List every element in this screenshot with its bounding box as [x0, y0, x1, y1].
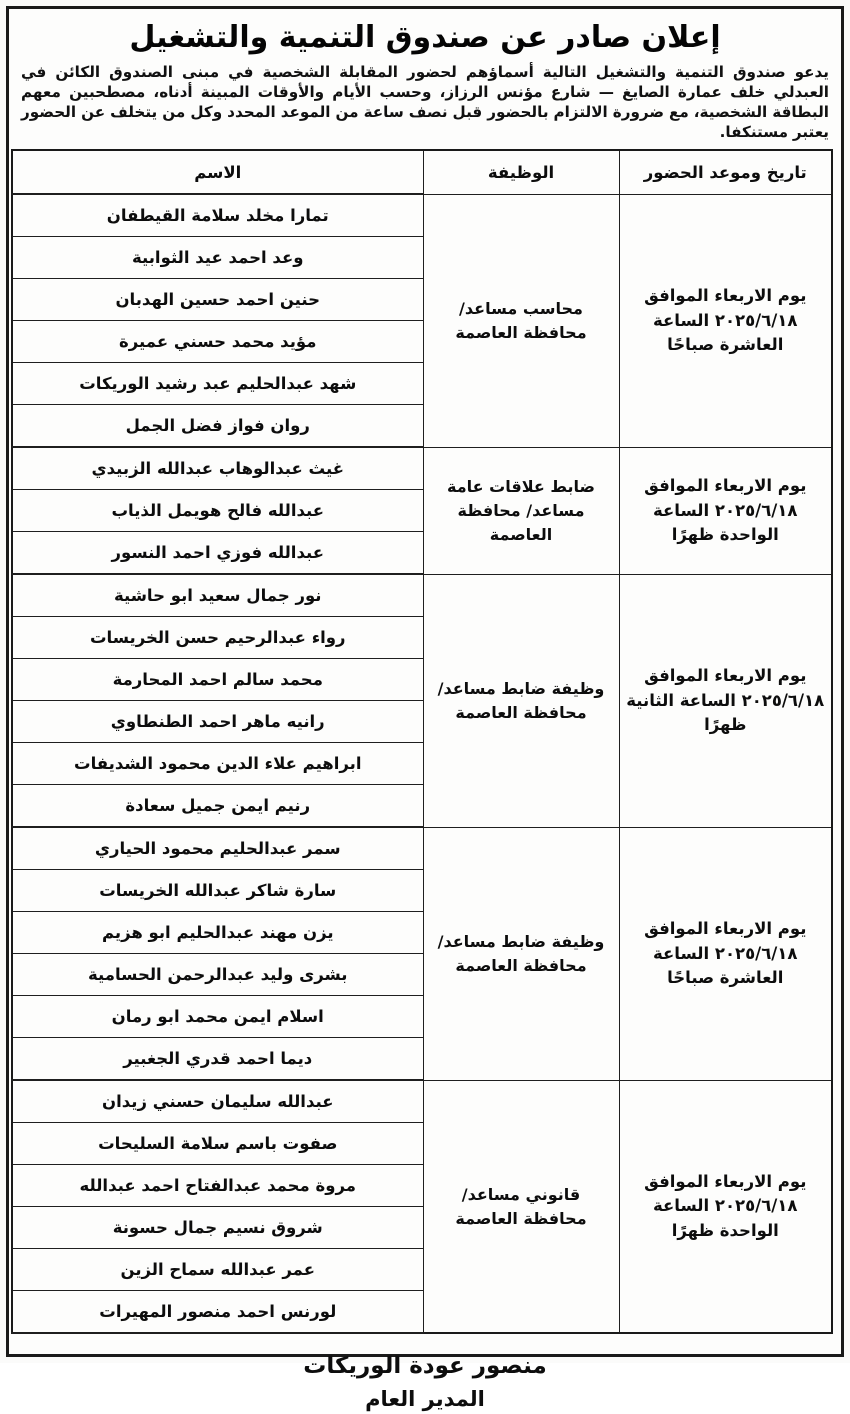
column-header-date: تاريخ وموعد الحضور: [619, 150, 832, 194]
cell-candidate-name: وعد احمد عيد الثوابية: [12, 237, 423, 279]
cell-candidate-name: عبدالله فوزي احمد النسور: [12, 532, 423, 575]
cell-candidate-name: ابراهيم علاء الدين محمود الشديفات: [12, 743, 423, 785]
intro-paragraph: يدعو صندوق التنمية والتشغيل التالية أسماؤهم لحضور المقابلة الشخصية في مبنى الصندوق الكائن في العبدلي خلف عمارة الصايغ — شارع مؤنس الرزاز، وحسب الأيام والأوقات المبينة أدناه، مصطحبين معهم البطاقة الشخصية، مع ضرورة الالتزام بالحضور قبل نصف ساعة من الموعد المحدد وكل من يتخلف عن الحضور يعتبر مستنكفا.: [21, 62, 829, 142]
table-header-row: [12, 150, 832, 194]
cell-candidate-name: سارة شاكر عبدالله الخريسات: [12, 870, 423, 912]
table-row: [12, 1080, 832, 1123]
signatory-name: منصور عودة الوريكات: [303, 1353, 547, 1380]
cell-candidate-name: حنين احمد حسين الهدبان: [12, 279, 423, 321]
table-body: [12, 194, 832, 1333]
cell-candidate-name: غيث عبدالوهاب عبدالله الزبيدي: [12, 447, 423, 490]
cell-job-title: ضابط علاقات عامة مساعد/ محافظة العاصمة: [423, 447, 619, 574]
column-header-job: الوظيفة: [423, 150, 619, 194]
cell-candidate-name: رانيه ماهر احمد الطنطاوي: [12, 701, 423, 743]
cell-candidate-name: روان فواز فضل الجمل: [12, 405, 423, 448]
cell-candidate-name: شهد عبدالحليم عبد رشيد الوريكات: [12, 363, 423, 405]
column-header-name: الاسم: [12, 150, 423, 194]
table-row: [12, 574, 832, 617]
cell-candidate-name: رنيم ايمن جميل سعادة: [12, 785, 423, 828]
cell-candidate-name: اسلام ايمن محمد ابو رمان: [12, 996, 423, 1038]
signature-block: [17, 1334, 833, 1414]
cell-candidate-name: محمد سالم احمد المحارمة: [12, 659, 423, 701]
cell-candidate-name: مروة محمد عبدالفتاح احمد عبدالله: [12, 1165, 423, 1207]
cell-candidate-name: ديما احمد قدري الجغبير: [12, 1038, 423, 1081]
cell-candidate-name: تمارا مخلد سلامة القيطفان: [12, 194, 423, 237]
signatory-role: المدير العام: [365, 1386, 485, 1411]
cell-candidate-name: سمر عبدالحليم محمود الحياري: [12, 827, 423, 870]
cell-job-title: وظيفة ضابط مساعد/ محافظة العاصمة: [423, 827, 619, 1080]
table-header: [12, 150, 832, 194]
cell-candidate-name: عمر عبدالله سماح الزين: [12, 1249, 423, 1291]
cell-candidate-name: يزن مهند عبدالحليم ابو هزيم: [12, 912, 423, 954]
candidates-table: [11, 149, 833, 1334]
cell-candidate-name: مؤيد محمد حسني عميرة: [12, 321, 423, 363]
cell-candidate-name: عبدالله فالح هويمل الذياب: [12, 490, 423, 532]
cell-candidate-name: رواء عبدالرحيم حسن الخريسات: [12, 617, 423, 659]
cell-appointment-datetime: يوم الاربعاء الموافق ٢٠٢٥/٦/١٨ الساعة العاشرة صباحًا: [619, 194, 832, 447]
advertisement-content: [17, 20, 833, 1411]
cell-job-title: وظيفة ضابط مساعد/ محافظة العاصمة: [423, 574, 619, 827]
table-row: [12, 194, 832, 237]
cell-appointment-datetime: يوم الاربعاء الموافق ٢٠٢٥/٦/١٨ الساعة الواحدة ظهرًا: [619, 1080, 832, 1333]
cell-appointment-datetime: يوم الاربعاء الموافق ٢٠٢٥/٦/١٨ الساعة العاشرة صباحًا: [619, 827, 832, 1080]
cell-candidate-name: شروق نسيم جمال حسونة: [12, 1207, 423, 1249]
cell-job-title: قانوني مساعد/ محافظة العاصمة: [423, 1080, 619, 1333]
table-row: [12, 827, 832, 870]
cell-appointment-datetime: يوم الاربعاء الموافق ٢٠٢٥/٦/١٨ الساعة الواحدة ظهرًا: [619, 447, 832, 574]
table-row: [12, 447, 832, 490]
cell-job-title: محاسب مساعد/ محافظة العاصمة: [423, 194, 619, 447]
page-title: إعلان صادر عن صندوق التنمية والتشغيل: [129, 20, 721, 55]
cell-candidate-name: بشرى وليد عبدالرحمن الحسامية: [12, 954, 423, 996]
advertisement-frame: [6, 6, 844, 1411]
cell-candidate-name: لورنس احمد منصور المهيرات: [12, 1291, 423, 1334]
cell-appointment-datetime: يوم الاربعاء الموافق ٢٠٢٥/٦/١٨ الساعة الثانية ظهرًا: [619, 574, 832, 827]
cell-candidate-name: عبدالله سليمان حسني زيدان: [12, 1080, 423, 1123]
cell-candidate-name: صفوت باسم سلامة السليحات: [12, 1123, 423, 1165]
cell-candidate-name: نور جمال سعيد ابو حاشية: [12, 574, 423, 617]
